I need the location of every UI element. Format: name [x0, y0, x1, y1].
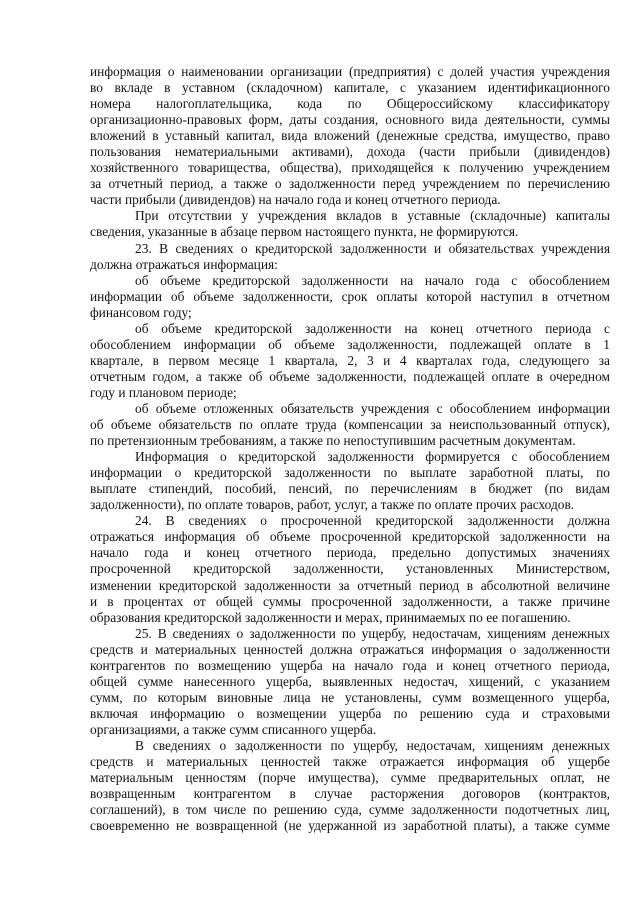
text-line: материальным ценностям (порче имущества), сумме предварительных оплат, не	[90, 770, 610, 786]
text-line: номера налогоплательщика, кода по Общероссийскому классификатору	[90, 96, 610, 112]
text-line: При отсутствии у учреждения вкладов в уставные (складочные) капиталы	[135, 208, 610, 224]
text-line: информация о наименовании организации (предприятия) с долей участия учреждения	[90, 64, 610, 79]
text-line: и в процентах от общей суммы просроченной задолженности, а также причине	[90, 593, 610, 609]
text-line: информации о кредиторской задолженности по выплате заработной платы, по	[90, 465, 610, 481]
text-line: сумм, по которым виновные лица не установлены, сумм возмещенного ущерба,	[90, 689, 610, 705]
text-line: об объеме кредиторской задолженности на начало года с обособлением	[135, 272, 610, 288]
text-line: вложений в уставный капитал, вида вложений (денежные средства, имущество, право	[90, 128, 610, 144]
text-line: сведения, указанные в абзаце первом настоящего пункта, не формируются.	[90, 224, 519, 240]
text-line: общей сумме нанесенного ущерба, выявленных недостач, хищений, с указанием	[90, 673, 610, 689]
text-line: хозяйственного товарищества, общества), приходящейся к получению учреждением	[90, 160, 610, 176]
text-line: году и плановом периоде;	[90, 384, 237, 400]
text-line: изменении кредиторской задолженности за отчетный период в абсолютной величине	[90, 577, 610, 593]
text-line: контрагентов по возмещению ущерба на начало года и конец отчетного периода,	[90, 657, 610, 673]
text-line: организационно-правовых форм, даты создания, основного вида деятельности, суммы	[90, 112, 610, 128]
text-line: соглашений), в том числе по решению суда, сумме задолженности подотчетных лиц,	[90, 802, 610, 818]
text-line: информации об объеме задолженности, срок оплаты которой наступил в отчетном	[90, 288, 610, 304]
text-line: по претензионным требованиям, а также по непоступившим расчетным документам.	[90, 433, 576, 449]
text-line: образования кредиторской задолженности и мерах, принимаемых по ее погашению.	[90, 609, 571, 625]
text-line: отражаться информация об объеме просроченной кредиторской задолженности на	[90, 529, 610, 545]
text-line: 24. В сведениях о просроченной кредиторской задолженности должна	[135, 513, 610, 529]
text-line: должна отражаться информация:	[90, 256, 278, 272]
text-line: 23. В сведениях о кредиторской задолженности и обязательствах учреждения	[135, 240, 610, 256]
text-line: средств и материальных ценностей также отражается информация об ущербе	[90, 754, 610, 770]
text-line: возвращенным контрагентом в случае расторжения договоров (контрактов,	[90, 786, 610, 802]
text-line: В сведениях о задолженности по ущербу, недостачам, хищениям денежных	[135, 737, 610, 753]
text-line: просроченной кредиторской задолженности, установленных Министерством,	[90, 561, 610, 577]
text-line: своевременно не возвращенной (не удержанной из заработной платы), а также сумме	[90, 818, 610, 834]
text-line: организациями, а также сумм списанного ущерба.	[90, 721, 377, 737]
text-line: части прибыли (дивидендов) на начало года и конец отчетного периода.	[90, 192, 501, 208]
text-line: обособлением информации об объеме задолженности, подлежащей оплате в 1	[90, 336, 610, 352]
text-line: выплате стипендий, пособий, пенсий, по перечислениям в бюджет (по видам	[90, 481, 610, 497]
text-line: финансовом году;	[90, 304, 192, 320]
text-line: задолженности), по оплате товаров, работ, услуг, а также по оплате прочих расходов.	[90, 497, 575, 513]
text-line: 25. В сведениях о задолженности по ущербу, недостачам, хищениям денежных	[135, 625, 610, 641]
text-line: квартале, в первом месяце 1 квартала, 2, 3 и 4 кварталах года, следующего за	[90, 352, 610, 368]
text-line: во вкладе в уставном (складочном) капитале, с указанием идентификационного	[90, 80, 610, 96]
text-line: пользования нематериальными активами), дохода (части прибыли (дивидендов)	[90, 144, 610, 160]
text-line: включая информацию о возмещении ущерба по решению суда и страховыми	[90, 705, 610, 721]
text-line: за отчетный период, а также о задолженности перед учреждением по перечислению	[90, 176, 610, 192]
text-line: отчетным годом, а также об объеме задолженности, подлежащей оплате в очередном	[90, 368, 610, 384]
text-line: об объеме кредиторской задолженности на конец отчетного периода с	[135, 320, 610, 336]
text-line: Информация о кредиторской задолженности формируется с обособлением	[135, 449, 610, 465]
text-line: об объеме обязательств по оплате труда (компенсации за неиспользованный отпуск),	[90, 417, 610, 433]
text-line: об объеме отложенных обязательств учреждения с обособлением информации	[135, 400, 610, 416]
document-page	[90, 64, 610, 834]
text-line: начало года и конец отчетного периода, предельно допустимых значениях	[90, 545, 610, 561]
text-line: средств и материальных ценностей должна отражаться информация о задолженности	[90, 641, 610, 657]
